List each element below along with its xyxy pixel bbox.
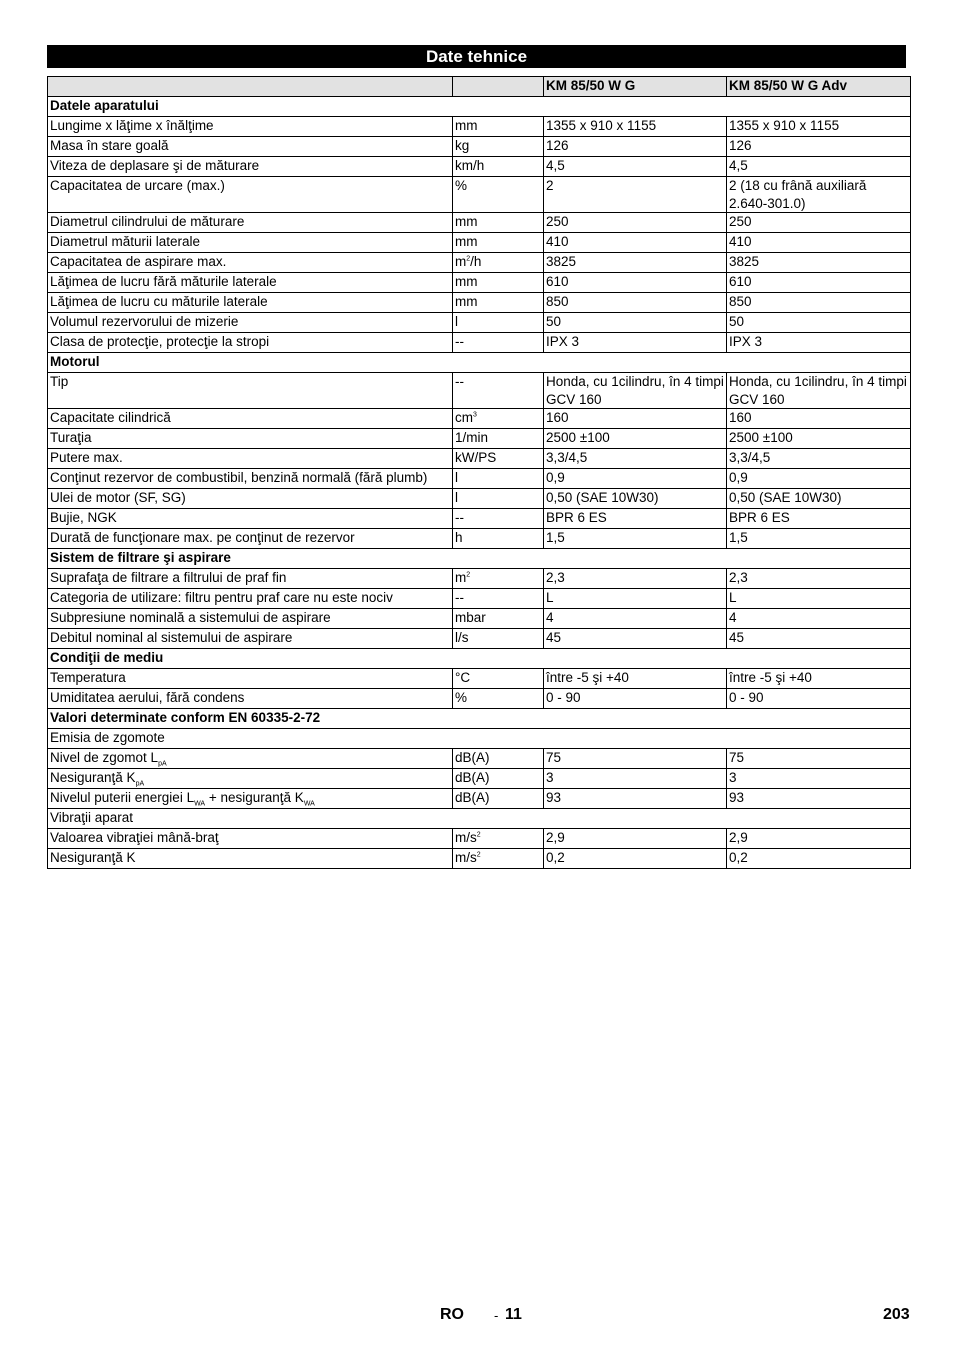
subsection-heading: Vibraţii aparat	[48, 809, 911, 829]
row-value-model-1: 2500 ±100	[544, 429, 727, 449]
row-value-model-2: 850	[727, 293, 911, 313]
row-label: Diametrul cilindrului de măturare	[48, 213, 453, 233]
row-unit: mbar	[453, 609, 544, 629]
row-value-model-1: 160	[544, 409, 727, 429]
footer-language: RO	[440, 1306, 464, 1323]
table-row	[48, 529, 911, 549]
row-unit: 1/min	[453, 429, 544, 449]
row-value-model-1: 1355 x 910 x 1155	[544, 117, 727, 137]
row-label: Clasa de protecţie, protecţie la stropi	[48, 333, 453, 353]
table-row	[48, 449, 911, 469]
row-value-model-1: 4	[544, 609, 727, 629]
row-label: Conţinut rezervor de combustibil, benzină normală (fără plumb)	[48, 469, 453, 489]
row-value-model-1: 610	[544, 273, 727, 293]
row-unit: l/s	[453, 629, 544, 649]
row-unit: °C	[453, 669, 544, 689]
row-value-model-2: 0,9	[727, 469, 911, 489]
table-row	[48, 689, 911, 709]
row-unit: $m/s^2$	[453, 849, 544, 869]
row-value-model-1: 0,9	[544, 469, 727, 489]
footer-page-number: 203	[883, 1306, 910, 1323]
table-row	[48, 609, 911, 629]
row-unit: %	[453, 689, 544, 709]
section-heading: Condiţii de mediu	[48, 649, 911, 669]
row-value-model-2: 3,3/4,5	[727, 449, 911, 469]
row-label: Putere max.	[48, 449, 453, 469]
row-unit: mm	[453, 233, 544, 253]
row-unit: kg	[453, 137, 544, 157]
table-row	[48, 429, 911, 449]
row-label: Nivelul puterii energiei $L_{WA}$ + nesiguranţă $K_{WA}$	[48, 789, 453, 809]
row-label: Lungime x lăţime x înălţime	[48, 117, 453, 137]
row-value-model-2: L	[727, 589, 911, 609]
header-label-cell	[48, 77, 453, 97]
row-label: Valoarea vibraţiei mână-braţ	[48, 829, 453, 849]
table-row	[48, 849, 911, 869]
row-value-model-2: 4	[727, 609, 911, 629]
table-row	[48, 569, 911, 589]
row-unit: $cm^3$	[453, 409, 544, 429]
row-value-model-2: 3	[727, 769, 911, 789]
row-unit: --	[453, 509, 544, 529]
table-row	[48, 789, 911, 809]
row-label: Umiditatea aerului, fără condens	[48, 689, 453, 709]
table-row	[48, 469, 911, 489]
row-value-model-1: BPR 6 ES	[544, 509, 727, 529]
row-value-model-1: între -5 şi +40	[544, 669, 727, 689]
table-row	[48, 409, 911, 429]
table-row	[48, 233, 911, 253]
row-unit: h	[453, 529, 544, 549]
row-unit: l	[453, 489, 544, 509]
table-row	[48, 589, 911, 609]
section-heading: Valori determinate conform EN 60335-2-72	[48, 709, 911, 729]
row-value-model-2: IPX 3	[727, 333, 911, 353]
row-value-model-2: 126	[727, 137, 911, 157]
row-value-model-1: 1,5	[544, 529, 727, 549]
row-value-model-2: 0,50 (SAE 10W30)	[727, 489, 911, 509]
header-unit-cell	[453, 77, 544, 97]
row-unit: --	[453, 333, 544, 353]
table-row	[48, 313, 911, 333]
row-label: Capacitatea de aspirare max.	[48, 253, 453, 273]
row-value-model-2: 50	[727, 313, 911, 333]
header-model-2: KM 85/50 W G Adv	[727, 77, 911, 97]
section-row	[48, 549, 911, 569]
row-value-model-1: 126	[544, 137, 727, 157]
footer-section-page: 11	[505, 1306, 522, 1323]
subsection-heading: Emisia de zgomote	[48, 729, 911, 749]
subsection-row	[48, 729, 911, 749]
row-value-model-1: IPX 3	[544, 333, 727, 353]
row-label: Durată de funcţionare max. pe conţinut de rezervor	[48, 529, 453, 549]
row-unit: kW/PS	[453, 449, 544, 469]
row-value-model-2: 2500 ±100	[727, 429, 911, 449]
row-value-model-2: 75	[727, 749, 911, 769]
row-value-model-1: 2,9	[544, 829, 727, 849]
row-unit: mm	[453, 117, 544, 137]
header-model-1: KM 85/50 W G	[544, 77, 727, 97]
row-label: Capacitatea de urcare (max.)	[48, 177, 453, 213]
table-row	[48, 157, 911, 177]
row-value-model-1: 3,3/4,5	[544, 449, 727, 469]
row-label: Nesiguranţă K	[48, 849, 453, 869]
row-value-model-2: 2 (18 cu frână auxiliară 2.640-301.0)	[727, 177, 911, 213]
row-value-model-2: 0,2	[727, 849, 911, 869]
row-unit: mm	[453, 273, 544, 293]
row-unit: $m^2$	[453, 569, 544, 589]
row-value-model-1: 3825	[544, 253, 727, 273]
row-unit: km/h	[453, 157, 544, 177]
row-unit: $m/s^2$	[453, 829, 544, 849]
row-value-model-2: 45	[727, 629, 911, 649]
row-value-model-2: BPR 6 ES	[727, 509, 911, 529]
table-row	[48, 253, 911, 273]
row-value-model-2: 0 - 90	[727, 689, 911, 709]
row-label: Categoria de utilizare: filtru pentru praf care nu este nociv	[48, 589, 453, 609]
table-row	[48, 769, 911, 789]
section-row	[48, 709, 911, 729]
table-row	[48, 177, 911, 213]
row-unit: mm	[453, 213, 544, 233]
subsection-row	[48, 809, 911, 829]
row-value-model-1: 0,50 (SAE 10W30)	[544, 489, 727, 509]
row-unit: mm	[453, 293, 544, 313]
table-row	[48, 489, 911, 509]
section-heading: Motorul	[48, 353, 911, 373]
row-label: Viteza de deplasare şi de măturare	[48, 157, 453, 177]
table-row	[48, 137, 911, 157]
row-value-model-1: Honda, cu 1cilindru, în 4 timpi GCV 160	[544, 373, 727, 409]
row-value-model-2: 93	[727, 789, 911, 809]
page-title: Date tehnice	[47, 45, 906, 68]
technical-data-table	[47, 76, 911, 869]
table-row	[48, 749, 911, 769]
row-value-model-1: 75	[544, 749, 727, 769]
row-value-model-1: 850	[544, 293, 727, 313]
row-value-model-1: 250	[544, 213, 727, 233]
row-unit: l	[453, 469, 544, 489]
row-label: Debitul nominal al sistemului de aspirare	[48, 629, 453, 649]
row-label: Tip	[48, 373, 453, 409]
row-label: Volumul rezervorului de mizerie	[48, 313, 453, 333]
table-row	[48, 669, 911, 689]
section-heading: Sistem de filtrare şi aspirare	[48, 549, 911, 569]
row-label: Ulei de motor (SF, SG)	[48, 489, 453, 509]
row-unit: l	[453, 313, 544, 333]
table-row	[48, 213, 911, 233]
row-value-model-1: 93	[544, 789, 727, 809]
row-value-model-1: 45	[544, 629, 727, 649]
row-unit: dB(A)	[453, 749, 544, 769]
section-row	[48, 97, 911, 117]
row-value-model-1: 0,2	[544, 849, 727, 869]
row-unit: --	[453, 589, 544, 609]
row-value-model-1: 4,5	[544, 157, 727, 177]
row-value-model-1: 410	[544, 233, 727, 253]
table-row	[48, 117, 911, 137]
row-label: Suprafaţa de filtrare a filtrului de praf fin	[48, 569, 453, 589]
row-label: Turaţia	[48, 429, 453, 449]
row-value-model-2: 2,3	[727, 569, 911, 589]
table-header-row	[48, 77, 911, 97]
row-value-model-2: 250	[727, 213, 911, 233]
table-row	[48, 333, 911, 353]
row-value-model-2: 4,5	[727, 157, 911, 177]
row-value-model-1: 2	[544, 177, 727, 213]
table-row	[48, 273, 911, 293]
row-label: Nivel de zgomot $L_{pA}$	[48, 749, 453, 769]
row-value-model-2: 610	[727, 273, 911, 293]
row-unit: dB(A)	[453, 789, 544, 809]
row-label: Bujie, NGK	[48, 509, 453, 529]
row-label: Temperatura	[48, 669, 453, 689]
row-label: Diametrul măturii laterale	[48, 233, 453, 253]
table-row	[48, 829, 911, 849]
row-label: Nesiguranţă $K_{pA}$	[48, 769, 453, 789]
section-heading: Datele aparatului	[48, 97, 911, 117]
row-label: Lăţimea de lucru fără măturile laterale	[48, 273, 453, 293]
row-value-model-2: între -5 şi +40	[727, 669, 911, 689]
row-unit: --	[453, 373, 544, 409]
row-value-model-2: 2,9	[727, 829, 911, 849]
row-value-model-1: 3	[544, 769, 727, 789]
table-row	[48, 509, 911, 529]
row-label: Lăţimea de lucru cu măturile laterale	[48, 293, 453, 313]
row-value-model-1: 50	[544, 313, 727, 333]
row-value-model-1: L	[544, 589, 727, 609]
table-row	[48, 373, 911, 409]
table-row	[48, 629, 911, 649]
footer-dash: -	[494, 1308, 499, 1323]
row-value-model-1: 2,3	[544, 569, 727, 589]
row-unit: dB(A)	[453, 769, 544, 789]
table-row	[48, 293, 911, 313]
section-row	[48, 649, 911, 669]
row-label: Masa în stare goală	[48, 137, 453, 157]
row-unit: $m^2/h$	[453, 253, 544, 273]
row-label: Subpresiune nominală a sistemului de aspirare	[48, 609, 453, 629]
row-value-model-2: 160	[727, 409, 911, 429]
section-row	[48, 353, 911, 373]
row-label: Capacitate cilindrică	[48, 409, 453, 429]
row-value-model-2: 3825	[727, 253, 911, 273]
row-value-model-2: Honda, cu 1cilindru, în 4 timpi GCV 160	[727, 373, 911, 409]
row-value-model-1: 0 - 90	[544, 689, 727, 709]
row-unit: %	[453, 177, 544, 213]
row-value-model-2: 1355 x 910 x 1155	[727, 117, 911, 137]
row-value-model-2: 1,5	[727, 529, 911, 549]
row-value-model-2: 410	[727, 233, 911, 253]
